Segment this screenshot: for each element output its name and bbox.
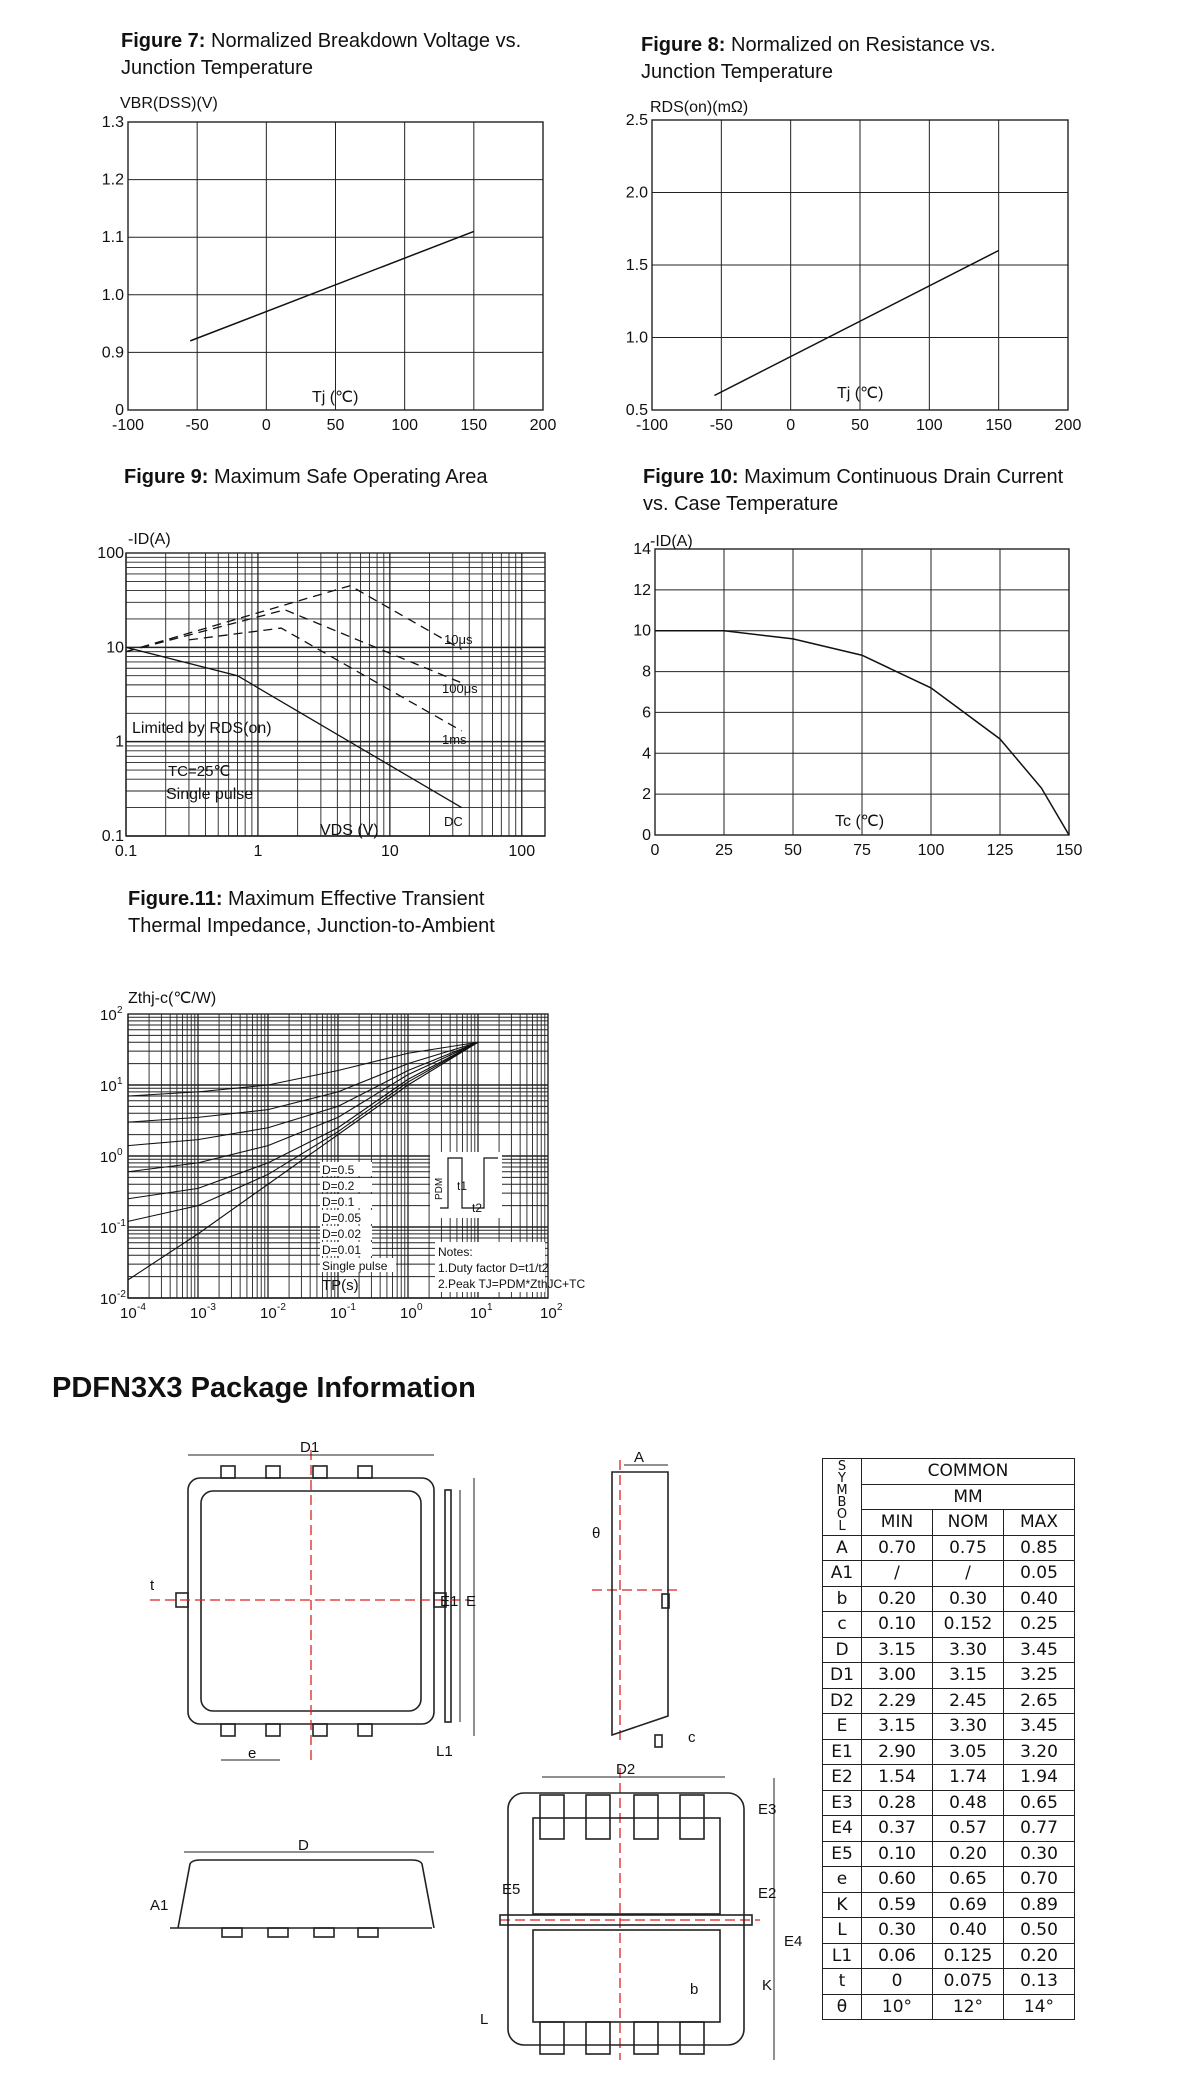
value-cell: 0.65 [1004,1790,1075,1816]
x-tick-label: 10 [120,1305,137,1322]
x-tick-label: 10 [400,1305,417,1322]
y-tick-label: 12 [633,581,651,599]
symbol-cell: E5 [823,1841,862,1867]
y-tick-label: 1.1 [101,229,124,247]
legend-entry: D=0.1 [322,1195,355,1209]
svg-text:L: L [480,2011,489,2028]
figure-9-title: Figure 9: Maximum Safe Operating Area [124,466,488,488]
symbol-cell: E1 [823,1739,862,1765]
x-tick-label: 0 [650,842,660,859]
x-tick-label: 1 [253,843,263,860]
value-cell: 0.77 [1004,1816,1075,1842]
y-tick-label: 14 [633,541,651,558]
value-cell: 3.05 [933,1739,1004,1765]
y-tick-label: 4 [642,745,651,763]
y-axis-label: VBR(DSS)(V) [120,95,218,112]
legend-entry: D=0.5 [322,1163,355,1177]
symbol-cell: A [823,1535,862,1561]
value-cell: 0.25 [1004,1612,1075,1638]
value-cell: 0.60 [862,1867,933,1893]
svg-text:E3: E3 [758,1801,777,1818]
value-cell: 0.10 [862,1612,933,1638]
svg-text:E1: E1 [440,1593,459,1610]
x-axis-label: Tj (℃) [312,389,359,406]
value-cell: 0.40 [933,1918,1004,1944]
value-cell: 0.125 [933,1943,1004,1969]
table-row [823,1969,1075,1995]
y-tick-label: 10 [633,622,651,640]
table-row [823,1714,1075,1740]
x-tick-label: 10 [540,1305,557,1322]
x-tick-label: 150 [985,417,1013,434]
package-dimensions-table [822,1458,1075,2020]
svg-text:K: K [762,1977,773,1994]
y-tick-label: 2.0 [625,184,648,202]
symbol-cell: t [823,1969,862,1995]
symbol-cell: c [823,1612,862,1638]
x-tick-exponent: 1 [487,1302,493,1313]
y-tick-label: 1.0 [625,329,648,347]
y-axis-label: RDS(on)(mΩ) [650,99,749,116]
x-tick-label: 0.1 [114,843,138,860]
note-line: Notes: [438,1245,473,1259]
x-tick-label: -100 [111,417,145,434]
svg-text:D: D [298,1837,309,1854]
y-tick-label: 10 [100,1291,117,1308]
legend-entry: D=0.2 [322,1179,355,1193]
x-axis-label: TP(s) [322,1277,359,1294]
y-tick-exponent: 1 [117,1076,123,1087]
value-cell: 0.30 [862,1918,933,1944]
y-tick-label: 0 [115,402,124,419]
x-tick-label: 10 [330,1305,347,1322]
annotation-label: 1ms [442,732,467,747]
symbol-cell: θ [823,1994,862,2020]
value-cell: 0.05 [1004,1561,1075,1587]
value-cell: 0.89 [1004,1892,1075,1918]
x-tick-label: 10 [260,1305,277,1322]
svg-text:t: t [150,1577,155,1594]
value-cell: 0.075 [933,1969,1004,1995]
value-cell: 3.15 [933,1663,1004,1689]
x-tick-label: 200 [1054,417,1082,434]
figure-8-title: Figure 8: Normalized on Resistance vs. Junction Temperature [641,34,996,83]
value-cell: 3.30 [933,1714,1004,1740]
y-tick-label: 6 [642,704,651,722]
x-tick-label: 100 [917,842,945,859]
value-cell: 3.20 [1004,1739,1075,1765]
value-cell: 0.37 [862,1816,933,1842]
symbol-cell: b [823,1586,862,1612]
x-tick-label: 100 [391,417,419,434]
table-row [823,1867,1075,1893]
table-row [823,1816,1075,1842]
value-cell: 3.15 [862,1637,933,1663]
col-max-header: MAX [1004,1510,1075,1536]
svg-text:c: c [688,1729,696,1746]
x-tick-label: 100 [508,843,536,860]
x-tick-exponent: -4 [137,1302,146,1313]
y-tick-label: 0.9 [101,344,124,362]
inset-label: PDM [434,1177,445,1200]
x-tick-label: 25 [715,842,733,859]
x-tick-label: -50 [709,417,733,434]
value-cell: 0.30 [1004,1841,1075,1867]
x-tick-label: 10 [380,843,399,860]
value-cell: 3.15 [862,1714,933,1740]
y-axis-label: -ID(A) [650,533,693,550]
y-tick-label: 10 [100,1149,117,1166]
value-cell: 0.28 [862,1790,933,1816]
x-tick-label: 50 [326,417,345,434]
symbol-cell: D1 [823,1663,862,1689]
symbol-cell: L [823,1918,862,1944]
value-cell: 1.94 [1004,1765,1075,1791]
value-cell: 0.70 [1004,1867,1075,1893]
value-cell: 1.54 [862,1765,933,1791]
table-row [823,1637,1075,1663]
svg-text:D2: D2 [616,1761,636,1778]
inset-label: t2 [472,1201,483,1215]
x-tick-exponent: -2 [277,1302,286,1313]
y-tick-label: 0.5 [625,402,648,419]
value-cell: 0.59 [862,1892,933,1918]
y-tick-label: 100 [97,545,124,562]
x-tick-label: 100 [915,417,943,434]
table-row [823,1561,1075,1587]
symbol-cell: K [823,1892,862,1918]
value-cell: 2.90 [862,1739,933,1765]
symbol-cell: E2 [823,1765,862,1791]
table-row [823,1765,1075,1791]
col-nom-header: NOM [933,1510,1004,1536]
value-cell: 0.10 [862,1841,933,1867]
annotation-label: Single pulse [166,786,254,803]
table-row [823,1943,1075,1969]
symbol-cell: e [823,1867,862,1893]
symbol-cell: L1 [823,1943,862,1969]
value-cell: 0.48 [933,1790,1004,1816]
svg-text:E5: E5 [502,1881,521,1898]
x-tick-label: 75 [853,842,871,859]
annotation-label: DC [444,814,463,829]
figure-11-title: Figure.11: Maximum Effective Transient Thermal Impedance, Junction-to-Ambient [128,888,495,937]
y-tick-label: 1.3 [101,114,124,131]
figure-10-title: Figure 10: Maximum Continuous Drain Current vs. Case Temperature [643,466,1064,515]
table-row [823,1841,1075,1867]
y-tick-exponent: -2 [117,1289,126,1300]
common-header: COMMON [862,1459,1075,1485]
svg-text:A: A [634,1449,645,1466]
value-cell: 0.85 [1004,1535,1075,1561]
x-tick-label: 10 [190,1305,207,1322]
value-cell: 0.13 [1004,1969,1075,1995]
y-tick-label: 8 [642,663,651,681]
note-line: 2.Peak TJ=PDM*ZthJC+TC [438,1277,586,1291]
table-row [823,1535,1075,1561]
inset-label: t1 [457,1179,468,1193]
value-cell: 12° [933,1994,1004,2020]
value-cell: 0.06 [862,1943,933,1969]
value-cell: 2.45 [933,1688,1004,1714]
x-axis-label: Tj (℃) [837,385,884,402]
value-cell: 3.45 [1004,1637,1075,1663]
y-axis-label: -ID(A) [128,531,171,548]
symbol-header: SYMBOL [823,1459,862,1536]
y-axis-label: Zthj-c(℃/W) [128,990,217,1007]
value-cell: 3.25 [1004,1663,1075,1689]
legend-entry: D=0.05 [322,1211,362,1225]
x-axis-label: Tc (℃) [835,813,885,830]
y-tick-label: 0.1 [101,828,124,845]
y-tick-label: 2 [642,786,651,804]
value-cell: 0.152 [933,1612,1004,1638]
y-tick-label: 10 [106,639,124,657]
value-cell: 0.30 [933,1586,1004,1612]
legend-entry: D=0.02 [322,1227,362,1241]
annotation-label: TC=25℃ [168,763,231,780]
x-tick-label: -100 [635,417,669,434]
y-tick-label: 1.2 [101,171,124,189]
value-cell: 0.75 [933,1535,1004,1561]
value-cell: 0.50 [1004,1918,1075,1944]
x-tick-label: -50 [185,417,209,434]
svg-text:A1: A1 [150,1897,169,1914]
x-tick-exponent: -1 [347,1302,356,1313]
note-line: 1.Duty factor D=t1/t2 [438,1261,549,1275]
value-cell: 2.65 [1004,1688,1075,1714]
x-tick-exponent: 0 [417,1302,423,1313]
symbol-cell: E4 [823,1816,862,1842]
figure-7-title: Figure 7: Normalized Breakdown Voltage vs. Junction Temperature [121,30,522,79]
table-row [823,1918,1075,1944]
annotation-label: 100μs [442,681,478,696]
value-cell: 3.30 [933,1637,1004,1663]
table-row [823,1994,1075,2020]
value-cell: / [862,1561,933,1587]
x-axis-label: VDS (V) [320,822,379,839]
table-row [823,1739,1075,1765]
symbol-cell: D2 [823,1688,862,1714]
col-min-header: MIN [862,1510,933,1536]
y-tick-label: 10 [100,1220,117,1237]
x-tick-exponent: 2 [557,1302,563,1313]
table-row [823,1663,1075,1689]
value-cell: 2.29 [862,1688,933,1714]
svg-text:L1: L1 [436,1743,453,1760]
value-cell: 0 [862,1969,933,1995]
table-row [823,1688,1075,1714]
package-section-title: PDFN3X3 Package Information [52,1372,476,1404]
annotation-label: Limited by RDS(on) [132,720,272,737]
value-cell: 0.57 [933,1816,1004,1842]
value-cell: 0.40 [1004,1586,1075,1612]
symbol-cell: E [823,1714,862,1740]
y-tick-label: 1.0 [101,286,124,304]
y-tick-label: 10 [100,1007,117,1024]
x-tick-label: 0 [786,417,796,434]
symbol-cell: D [823,1637,862,1663]
x-tick-label: 150 [1055,842,1083,859]
x-tick-label: 50 [784,842,802,859]
y-tick-exponent: -1 [117,1218,126,1229]
x-tick-exponent: -3 [207,1302,216,1313]
svg-text:E4: E4 [784,1933,803,1950]
table-row [823,1892,1075,1918]
x-tick-label: 200 [529,417,557,434]
x-tick-label: 0 [261,417,271,434]
svg-text:b: b [690,1981,699,1998]
value-cell: 10° [862,1994,933,2020]
annotation-label: 10μs [444,632,473,647]
value-cell: 0.65 [933,1867,1004,1893]
unit-header: MM [862,1484,1075,1510]
x-tick-label: 125 [986,842,1014,859]
symbol-cell: A1 [823,1561,862,1587]
value-cell: 0.69 [933,1892,1004,1918]
x-tick-label: 150 [460,417,488,434]
x-tick-label: 10 [470,1305,487,1322]
table-row [823,1586,1075,1612]
value-cell: 0.20 [1004,1943,1075,1969]
svg-text:e: e [248,1745,257,1762]
value-cell: 3.00 [862,1663,933,1689]
y-tick-label: 10 [100,1078,117,1095]
svg-text:θ: θ [592,1525,601,1542]
y-tick-exponent: 2 [117,1005,123,1016]
table-row [823,1612,1075,1638]
value-cell: 14° [1004,1994,1075,2020]
table-row [823,1790,1075,1816]
symbol-cell: E3 [823,1790,862,1816]
y-tick-exponent: 0 [117,1147,123,1158]
value-cell: 0.70 [862,1535,933,1561]
y-tick-label: 1 [115,733,124,751]
value-cell: 3.45 [1004,1714,1075,1740]
svg-text:D1: D1 [300,1439,320,1456]
svg-text:E2: E2 [758,1885,777,1902]
value-cell: 1.74 [933,1765,1004,1791]
legend-entry: D=0.01 [322,1243,362,1257]
y-tick-label: 2.5 [625,112,648,129]
value-cell: 0.20 [862,1586,933,1612]
x-tick-label: 50 [851,417,869,434]
value-cell: 0.20 [933,1841,1004,1867]
svg-text:E: E [466,1593,477,1610]
value-cell: / [933,1561,1004,1587]
y-tick-label: 1.5 [625,257,648,274]
legend-entry: Single pulse [322,1259,388,1273]
y-tick-label: 0 [642,827,651,844]
